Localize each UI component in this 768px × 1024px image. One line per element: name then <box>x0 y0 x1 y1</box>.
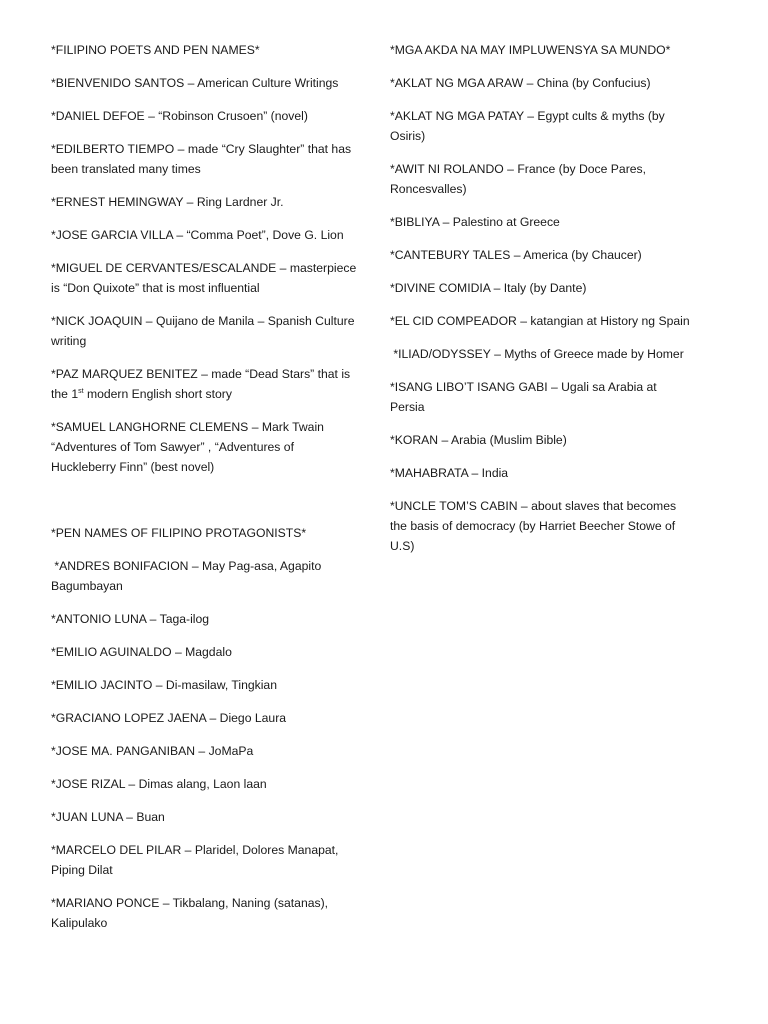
list-item: *MARCELO DEL PILAR – Plaridel, Dolores Manapat, Piping Dilat <box>51 843 339 877</box>
left-column <box>51 40 361 946</box>
list-item: *SAMUEL LANGHORNE CLEMENS – Mark Twain “Adventures of Tom Sawyer” , “Adventures of Huckleberry Finn” (best novel) <box>51 420 324 474</box>
list-item: *EDILBERTO TIEMPO – made “Cry Slaughter” that has been translated many times <box>51 142 352 176</box>
list-item: *EMILIO AGUINALDO – Magdalo <box>51 645 232 659</box>
section-heading-filipino-poets: *FILIPINO POETS AND PEN NAMES* <box>51 43 260 57</box>
list-item: *UNCLE TOM’S CABIN – about slaves that becomes the basis of democracy (by Harriet Beecher Stowe of U.S) <box>390 499 677 553</box>
paz-text-after: modern English short story <box>83 387 232 401</box>
paz-text-before: *PAZ MARQUEZ BENITEZ – made “Dead Stars” that is the 1 <box>51 367 351 401</box>
section-heading-pen-names: *PEN NAMES OF FILIPINO PROTAGONISTS* <box>51 526 307 540</box>
list-item: *BIENVENIDO SANTOS – American Culture Writings <box>51 76 339 90</box>
list-item: *JOSE RIZAL – Dimas alang, Laon laan <box>51 777 267 791</box>
list-item: *AKLAT NG MGA PATAY – Egypt cults & myths (by Osiris) <box>390 109 665 143</box>
list-item: *ILIAD/ODYSSEY – Myths of Greece made by Homer <box>390 347 684 361</box>
list-item: *ANDRES BONIFACION – May Pag-asa, Agapito Bagumbayan <box>51 559 325 593</box>
list-item: *EMILIO JACINTO – Di-masilaw, Tingkian <box>51 678 277 692</box>
list-item: *JOSE GARCIA VILLA – “Comma Poet”, Dove G. Lion <box>51 228 344 242</box>
list-item: *BIBLIYA – Palestino at Greece <box>390 215 560 229</box>
list-item: *JOSE MA. PANGANIBAN – JoMaPa <box>51 744 254 758</box>
list-item: *JUAN LUNA – Buan <box>51 810 165 824</box>
list-item: *ISANG LIBO’T ISANG GABI – Ugali sa Arabia at Persia <box>390 380 657 414</box>
list-item: *ANTONIO LUNA – Taga-ilog <box>51 612 210 626</box>
list-item: *AKLAT NG MGA ARAW – China (by Confucius) <box>390 76 651 90</box>
list-item: *MIGUEL DE CERVANTES/ESCALANDE – masterpiece is “Don Quixote” that is most influential <box>51 261 357 295</box>
list-item: *EL CID COMPEADOR – katangian at History ng Spain <box>390 314 690 328</box>
ordinal-superscript: st <box>78 387 84 395</box>
list-item: *GRACIANO LOPEZ JAENA – Diego Laura <box>51 711 287 725</box>
section-heading-world-works: *MGA AKDA NA MAY IMPLUWENSYA SA MUNDO* <box>390 43 671 57</box>
list-item: *MARIANO PONCE – Tikbalang, Naning (satanas), Kalipulako <box>51 896 329 930</box>
list-item: *ERNEST HEMINGWAY – Ring Lardner Jr. <box>51 195 284 209</box>
list-item: *KORAN – Arabia (Muslim Bible) <box>390 433 567 447</box>
section-spacer <box>51 490 361 523</box>
right-column <box>390 40 690 569</box>
list-item: *DANIEL DEFOE – “Robinson Crusoen” (novel) <box>51 109 308 123</box>
list-item: *NICK JOAQUIN – Quijano de Manila – Spanish Culture writing <box>51 314 355 348</box>
list-item: *DIVINE COMIDIA – Italy (by Dante) <box>390 281 587 295</box>
list-item: *AWIT NI ROLANDO – France (by Doce Pares, Roncesvalles) <box>390 162 647 196</box>
list-item: *CANTEBURY TALES – America (by Chaucer) <box>390 248 642 262</box>
list-item: *MAHABRATA – India <box>390 466 509 480</box>
list-item <box>51 364 361 404</box>
